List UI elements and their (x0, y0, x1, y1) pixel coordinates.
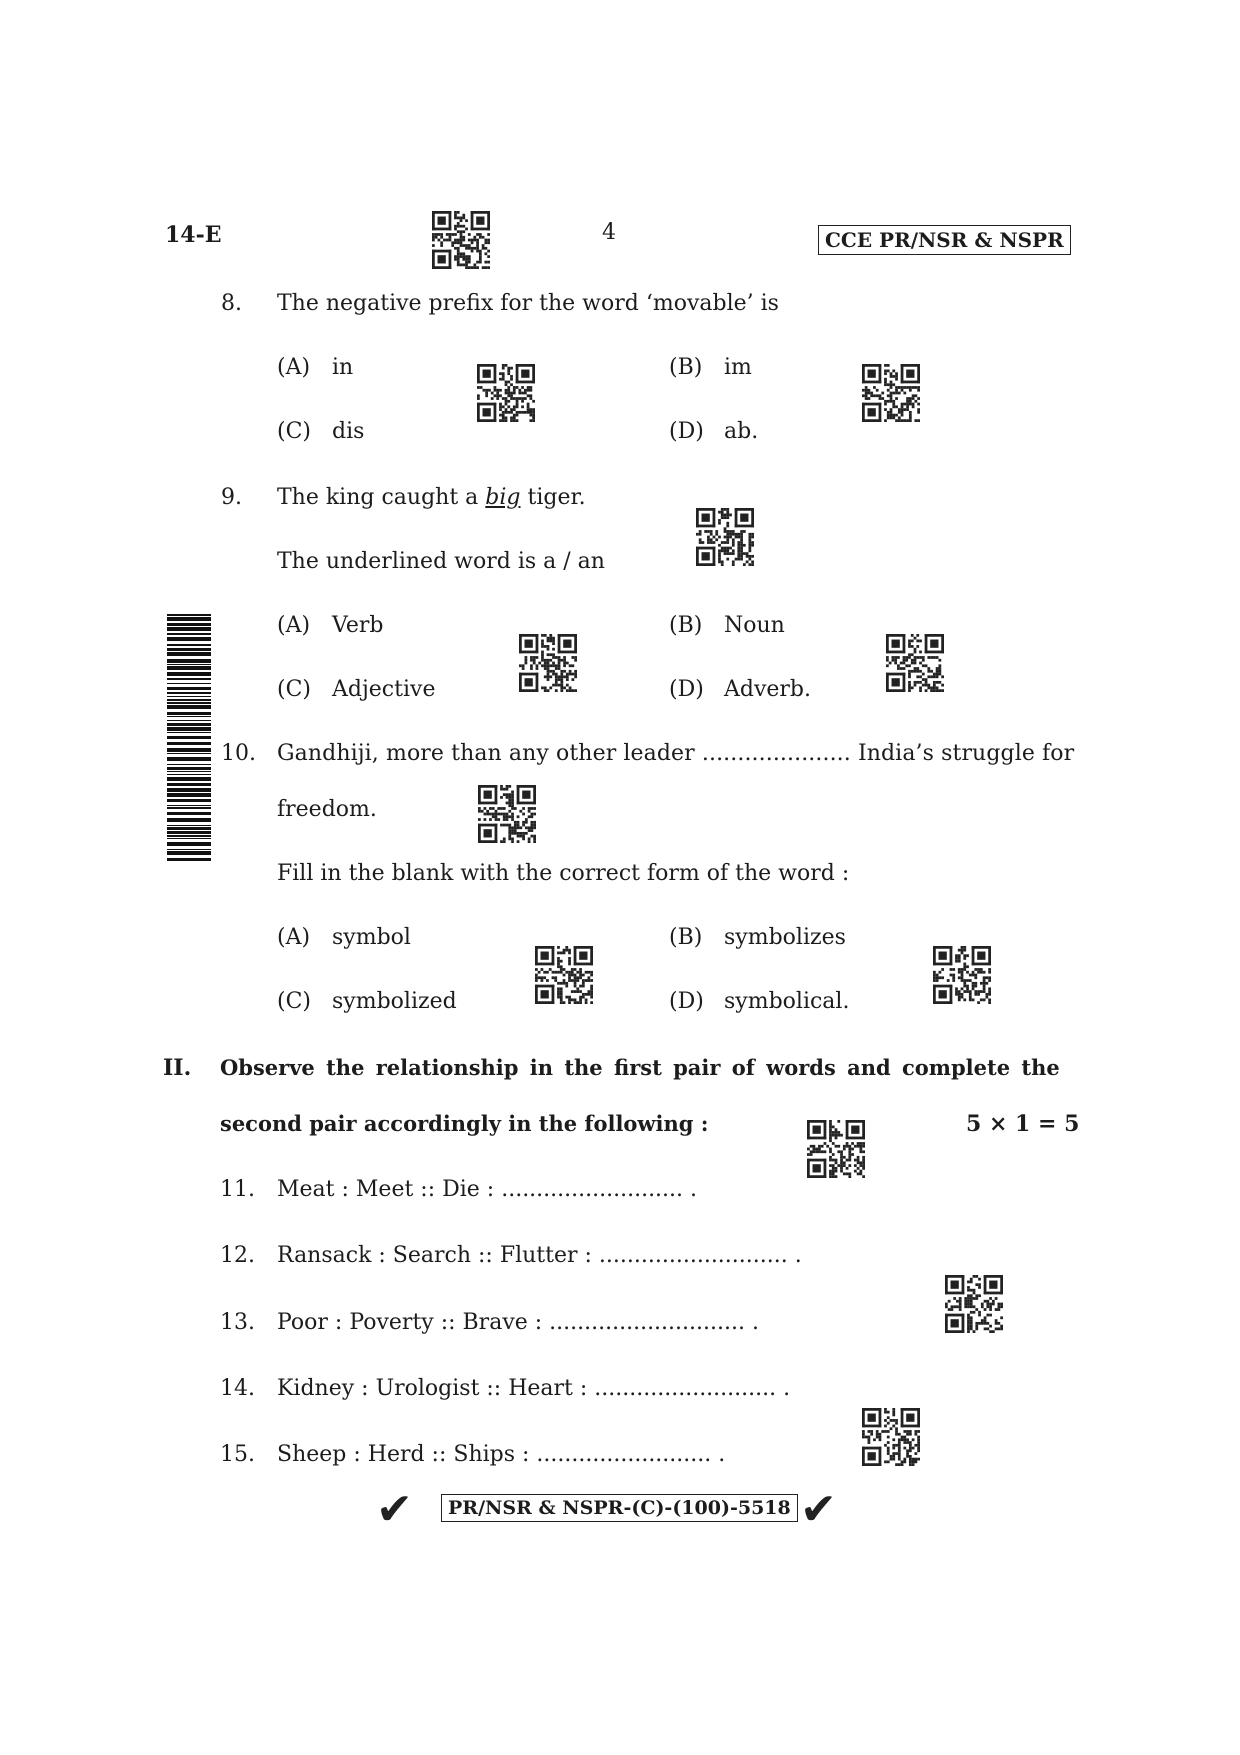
section-instruction: Observe the relationship in the first pair of words and complete the (220, 1055, 1060, 1080)
check-mark-icon: ✔ (800, 1484, 837, 1535)
section-marks: 5 × 1 = 5 (966, 1111, 1080, 1137)
question-number: 8. (221, 291, 242, 316)
qr-code-icon (807, 1120, 865, 1178)
option-label: (B) (669, 925, 703, 950)
option-label: (D) (669, 989, 704, 1014)
option-label: (D) (669, 677, 704, 702)
question-subtext: The underlined word is a / an (277, 549, 605, 574)
qr-code-icon (535, 946, 593, 1004)
option-text: ab. (724, 419, 759, 444)
option-label: (A) (277, 613, 311, 638)
question-text: The negative prefix for the word ‘movable’ is (277, 291, 779, 316)
section-instruction: second pair accordingly in the following : (220, 1111, 709, 1136)
underlined-word: big (485, 485, 521, 510)
question-number: 9. (221, 485, 242, 510)
option-text: Verb (332, 613, 384, 638)
question-text: freedom. (277, 797, 377, 822)
question-text: Gandhiji, more than any other leader ..................... India’s struggle for (277, 741, 1075, 766)
qr-code-icon (862, 1408, 920, 1466)
option-text: dis (332, 419, 365, 444)
question-text (277, 487, 586, 509)
qr-code-icon (862, 364, 920, 422)
option-text: im (724, 355, 752, 380)
question-text-part: The king caught a (277, 485, 479, 510)
item-text: Sheep : Herd :: Ships : ......................... . (277, 1442, 726, 1467)
option-label: (B) (669, 355, 703, 380)
question-number: 10. (221, 741, 256, 766)
item-number: 11. (220, 1177, 255, 1202)
option-label: (C) (277, 677, 311, 702)
item-text: Meat : Meet :: Die : .......................... . (277, 1177, 698, 1202)
option-label: (A) (277, 355, 311, 380)
section-numeral: II. (163, 1055, 192, 1081)
option-label: (A) (277, 925, 311, 950)
option-text: Noun (724, 613, 785, 638)
qr-code-icon (945, 1275, 1003, 1333)
item-text: Poor : Poverty :: Brave : ............................ . (277, 1310, 759, 1335)
option-text: symbolizes (724, 925, 846, 950)
qr-code-icon (477, 364, 535, 422)
check-mark-icon: ✔ (376, 1484, 413, 1535)
question-text-part: tiger. (527, 485, 586, 510)
option-label: (B) (669, 613, 703, 638)
qr-code-icon (886, 634, 944, 692)
qr-code-icon (432, 211, 490, 269)
option-label: (C) (277, 989, 311, 1014)
page-number: 4 (602, 220, 616, 245)
option-text: symbol (332, 925, 411, 950)
option-text: in (332, 355, 354, 380)
item-number: 15. (220, 1442, 255, 1467)
qr-code-icon (478, 785, 536, 843)
question-subtext: Fill in the blank with the correct form of the word : (277, 861, 850, 886)
paper-code-right: CCE PR/NSR & NSPR (818, 225, 1071, 255)
qr-code-icon (519, 634, 577, 692)
qr-code-icon (933, 946, 991, 1004)
paper-code-left: 14-E (165, 222, 222, 248)
option-text: symbolical. (724, 989, 850, 1014)
option-text: Adjective (332, 677, 436, 702)
option-label: (C) (277, 419, 311, 444)
option-text: symbolized (332, 989, 457, 1014)
qr-code-icon (696, 508, 754, 566)
item-text: Ransack : Search :: Flutter : ........................... . (277, 1243, 802, 1268)
item-number: 14. (220, 1376, 255, 1401)
barcode-icon (167, 614, 211, 862)
item-number: 13. (220, 1310, 255, 1335)
option-label: (D) (669, 419, 704, 444)
item-text: Kidney : Urologist :: Heart : .......................... . (277, 1376, 791, 1401)
option-text: Adverb. (724, 677, 812, 702)
footer-code: PR/NSR & NSPR-(C)-(100)-5518 (441, 1494, 798, 1522)
item-number: 12. (220, 1243, 255, 1268)
